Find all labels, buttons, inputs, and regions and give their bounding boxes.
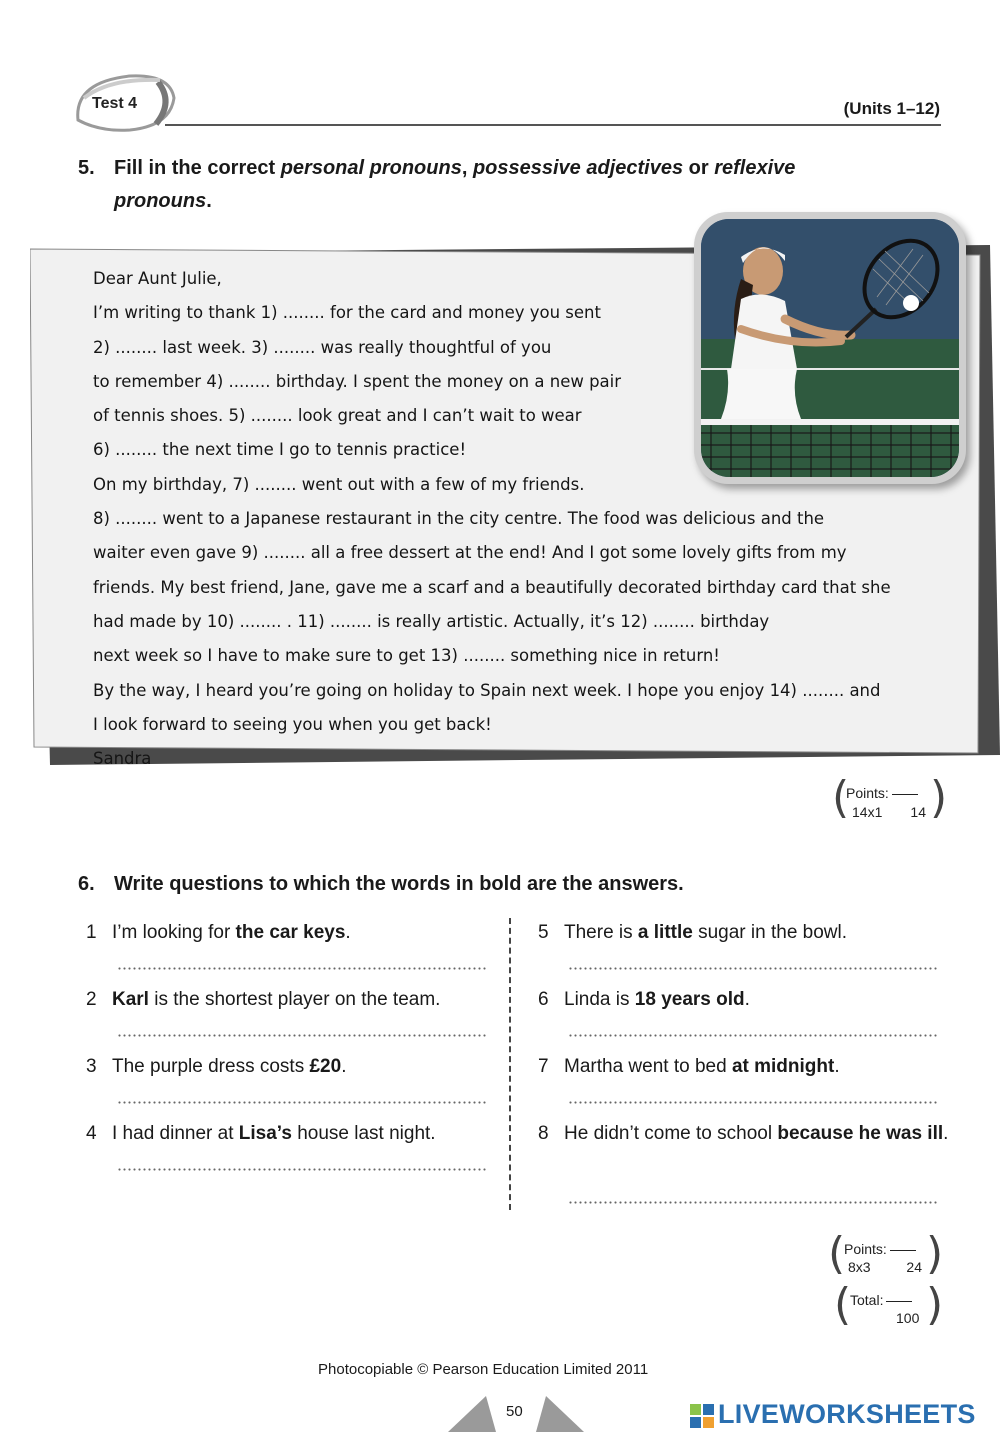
question-6: 6 Linda is 18 years old. xyxy=(538,989,750,1010)
letter-line: On my birthday, 7) ........ went out with a few of my friends. xyxy=(93,474,585,494)
exercise-5-title: 5. Fill in the correct personal pronouns, possessive adjectives or reflexive pronouns. xyxy=(78,152,938,218)
answer-line-2[interactable] xyxy=(117,1034,487,1037)
letter-line: friends. My best friend, Jane, gave me a scarf and a beautifully decorated birthday card that she xyxy=(93,577,891,597)
liveworksheets-watermark: LIVEWORKSHEETS xyxy=(718,1399,976,1429)
letter-line: 2) ........ last week. 3) ........ was really thoughtful of you xyxy=(93,337,552,357)
letter-line: 8) ........ went to a Japanese restaurant in the city centre. The food was delicious and the xyxy=(93,509,825,529)
answer-line-1[interactable] xyxy=(117,967,487,970)
question-4: 4 I had dinner at Lisa’s house last night. xyxy=(86,1123,436,1144)
total-points: ( ) Total: 100 xyxy=(834,1279,944,1330)
header-divider xyxy=(165,124,941,126)
answer-line-6[interactable] xyxy=(568,1034,938,1037)
test-label: Test 4 xyxy=(92,95,138,112)
letter-line: to remember 4) ........ birthday. I spent the money on a new pair xyxy=(93,371,622,391)
letter-line: Dear Aunt Julie, xyxy=(93,269,222,288)
answer-line-8[interactable] xyxy=(568,1201,938,1204)
letter-line: I’m writing to thank 1) ........ for the card and money you sent xyxy=(93,303,601,323)
column-divider xyxy=(509,918,511,1210)
question-5: 5 There is a little sugar in the bowl. xyxy=(538,922,848,943)
exercise-6-points: ( ) Points: 8x3 24 xyxy=(828,1228,944,1279)
exercise-5-number: 5. xyxy=(78,157,95,179)
answer-line-5[interactable] xyxy=(568,967,938,970)
letter-text xyxy=(93,262,938,776)
exercise-6-number: 6. xyxy=(78,873,95,895)
letter-line: of tennis shoes. 5) ........ look great and I can’t wait to wear xyxy=(93,406,582,426)
question-2: 2 Karl is the shortest player on the team. xyxy=(86,989,441,1010)
letter-line: By the way, I heard you’re going on holiday to Spain next week. I hope you enjoy 14) ........ and xyxy=(93,680,881,700)
exercise-6-title: 6. Write questions to which the words in bold are the answers. xyxy=(78,868,684,901)
question-7: 7 Martha went to bed at midnight. xyxy=(538,1056,840,1077)
page-number: 50 xyxy=(506,1403,523,1420)
answer-line-4[interactable] xyxy=(117,1168,487,1171)
question-3: 3 The purple dress costs £20. xyxy=(86,1056,347,1077)
copyright-notice: Photocopiable © Pearson Education Limited 2011 xyxy=(318,1361,649,1378)
letter-signature: Sandra xyxy=(93,749,152,769)
liveworksheets-logo-icon xyxy=(690,1404,714,1428)
units-label: (Units 1–12) xyxy=(843,99,940,118)
letter-line: 6) ........ the next time I go to tennis practice! xyxy=(93,440,467,460)
letter-line: I look forward to seeing you when you get back! xyxy=(93,714,492,734)
question-1: 1 I’m looking for the car keys. xyxy=(86,922,351,943)
answer-line-3[interactable] xyxy=(117,1101,487,1104)
question-8: 8 He didn’t come to school because he was ill. xyxy=(538,1123,949,1144)
letter-line: had made by 10) ........ . 11) ........ is really artistic. Actually, it’s 12) ........ birthday xyxy=(93,611,770,631)
letter-line: waiter even gave 9) ........ all a free dessert at the end! And I got some lovely gifts from my xyxy=(93,543,847,563)
answer-line-7[interactable] xyxy=(568,1101,938,1104)
exercise-5-points: ( ) Points: 14x1 14 xyxy=(832,772,948,823)
letter-line: next week so I have to make sure to get 13) ........ something nice in return! xyxy=(93,646,720,666)
